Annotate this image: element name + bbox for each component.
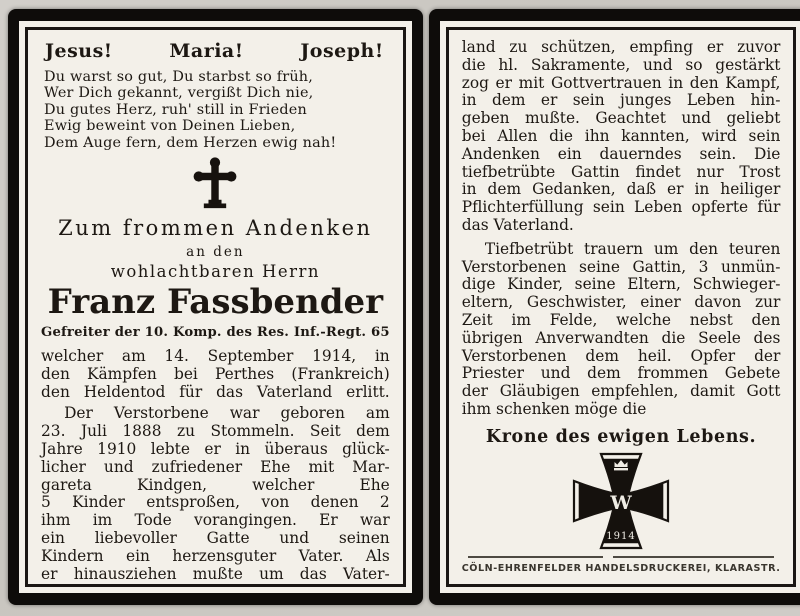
left-paragraph-1 xyxy=(41,348,390,401)
text-line: der Gläubigen empfehlen, damit Gott xyxy=(461,382,781,401)
right-panel-frame xyxy=(446,27,797,587)
memorial-heading: Zum frommen Andenken xyxy=(58,216,373,241)
right-card-panel xyxy=(429,9,800,605)
text-line: land zu schützen, empfing er zuvor xyxy=(461,38,781,56)
text-line: Andenken ein dauerndes sein. Die xyxy=(461,144,781,163)
text-line: welcher am 14. September 1914, in xyxy=(41,347,390,366)
left-card-panel xyxy=(8,9,423,605)
text-line: Zeit im Felde, welche nebst den xyxy=(461,310,781,329)
text-line: Du gutes Herz, ruh' still in Frieden xyxy=(44,101,307,118)
text-line: den Heldentod für das Vaterland erlitt. xyxy=(41,382,390,401)
text-line: ein liebevoller Gatte und seinen xyxy=(41,529,390,547)
right-paragraph-2 xyxy=(462,241,781,419)
deceased-name: Franz Fassbender xyxy=(47,282,384,323)
text-line: er hinausziehen mußte um das Vater- xyxy=(41,564,390,583)
svg-text:W: W xyxy=(610,491,632,514)
text-line: das Vaterland. xyxy=(461,215,574,234)
text-line: ihm im Tode vorangingen. Er war xyxy=(41,511,390,530)
right-paragraph-1 xyxy=(462,39,781,235)
invocation-jesus: Jesus! xyxy=(45,40,113,62)
military-rank-line: Gefreiter der 10. Komp. des Res. Inf.-Regt. 65 xyxy=(41,325,390,341)
latin-cross-icon xyxy=(41,156,390,214)
text-line: tiefbetrübte Gattin findet nur Trost xyxy=(461,162,781,181)
text-line: Wer Dich gekannt, vergißt Dich nie, xyxy=(44,85,314,102)
right-panel-mat xyxy=(440,21,800,593)
text-line: licher und zufriedener Ehe mit Mar- xyxy=(41,457,390,476)
invocation-maria: Maria! xyxy=(169,40,244,62)
text-line: Jahre 1910 lebte er in überaus glück- xyxy=(41,440,390,459)
text-line: dige Kinder, seine Eltern, Schwieger- xyxy=(461,275,781,294)
printer-footer xyxy=(462,556,781,576)
dedication-line-1: an den xyxy=(186,244,245,261)
text-line: 23. Juli 1888 zu Stommeln. Seit dem xyxy=(41,422,390,441)
text-line: Priester und dem frommen Gebete xyxy=(461,364,781,383)
text-line: eltern, Geschwister, einer davon zur xyxy=(461,293,781,312)
left-panel-frame xyxy=(25,27,406,587)
text-line: in dem er sein junges Leben hin- xyxy=(461,91,781,110)
text-line: in dem Gedanken, daß er in heiliger xyxy=(461,180,781,199)
text-line: Tiefbetrübt trauern um den teuren xyxy=(484,239,781,258)
text-line: Der Verstorbene war geboren am xyxy=(64,404,390,423)
closing-line: Krone des ewigen Lebens. xyxy=(485,426,757,447)
text-line: Verstorbenen dem heil. Opfer der xyxy=(461,346,781,365)
text-line: gareta Kindgen, welcher Ehe xyxy=(41,475,390,494)
footer-rule xyxy=(462,556,781,558)
left-panel-mat xyxy=(19,21,412,593)
text-line: ihm schenken möge die xyxy=(461,399,647,418)
text-line: bei Allen die ihn kannten, wird sein xyxy=(461,126,781,145)
text-line: Verstorbenen seine Gattin, 3 unmün- xyxy=(461,257,781,276)
iron-cross-1914-icon xyxy=(462,451,781,555)
text-line: Dem Auge fern, dem Herzen ewig nah! xyxy=(44,134,337,151)
text-line: den Kämpfen bei Perthes (Frankreich) xyxy=(41,364,390,383)
text-line: geben mußte. Geachtet und geliebt xyxy=(461,109,781,128)
text-line: 5 Kinder entsproßen, von denen 2 xyxy=(41,493,390,512)
text-line: Du warst so gut, Du starbst so früh, xyxy=(44,69,314,85)
invocation-line xyxy=(41,36,390,62)
dedication-line-2: wohlachtbaren Herrn xyxy=(110,262,320,282)
printer-imprint: CÖLN-EHRENFELDER HANDELSDRUCKEREI, KLARASTR. xyxy=(461,563,781,574)
svg-text:1914: 1914 xyxy=(606,530,636,542)
left-paragraph-2 xyxy=(41,405,390,583)
text-line: übrigen Anverwandten die Seele des xyxy=(461,328,781,347)
text-line: zog er mit Gottvertrauen in den Kampf, xyxy=(461,73,781,92)
text-line: Ewig beweint von Deinen Lieben, xyxy=(44,118,296,135)
text-line: Pflichterfüllung sein Leben opferte für xyxy=(461,198,781,217)
text-line: Kindern ein herzensguter Vater. Als xyxy=(41,546,390,565)
memorial-poem xyxy=(41,69,390,151)
text-line: die hl. Sakramente, und so gestärkt xyxy=(461,55,781,74)
invocation-joseph: Joseph! xyxy=(300,40,384,62)
